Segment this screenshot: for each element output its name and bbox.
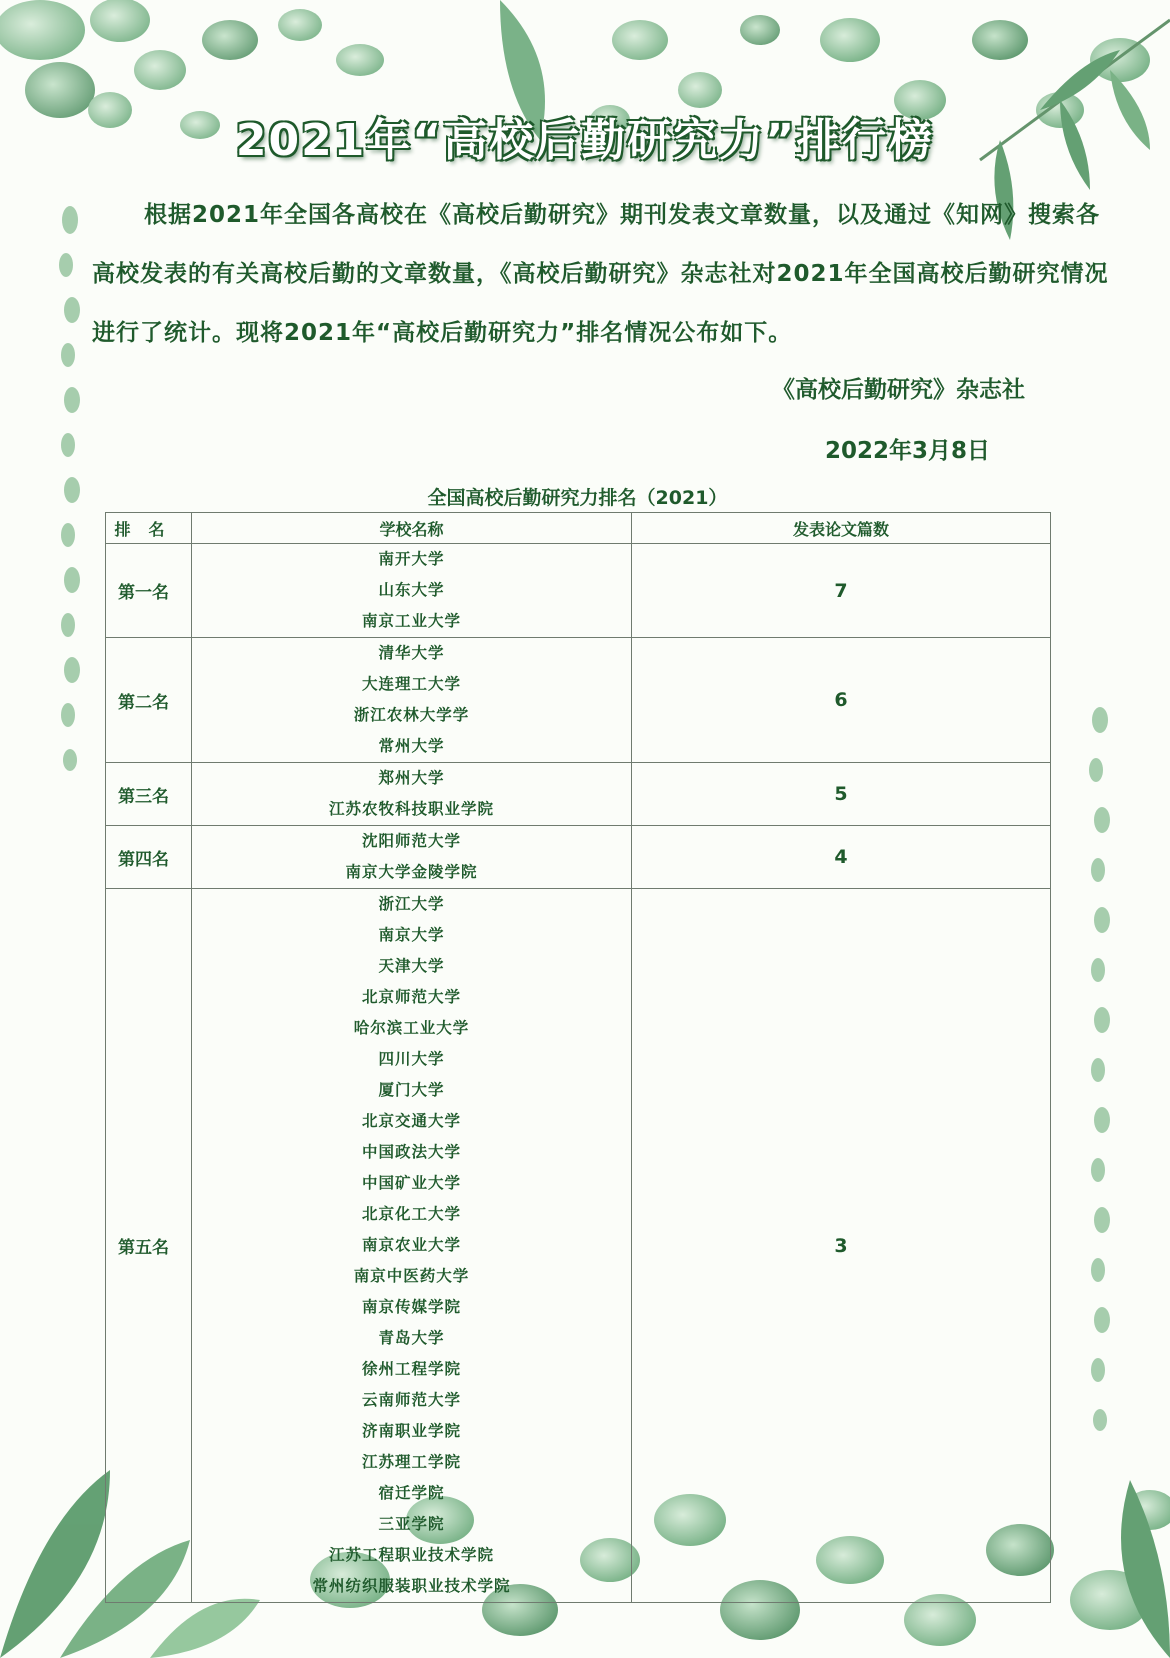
rank-cell: 第二名 <box>106 638 192 763</box>
school-name: 浙江农林大学学 <box>353 706 470 724</box>
school-name: 宿迁学院 <box>378 1484 445 1502</box>
rank-group-row <box>106 544 1051 638</box>
school-name: 南京工业大学 <box>361 612 461 630</box>
school-name: 济南职业学院 <box>361 1422 461 1440</box>
school-name: 清华大学 <box>378 644 445 662</box>
school-name: 常州纺织服装职业技术学院 <box>312 1577 511 1595</box>
school-name: 江苏农牧科技职业学院 <box>328 800 494 818</box>
school-list-cell <box>192 544 632 638</box>
header-rank: 排名 <box>106 513 192 544</box>
school-name: 浙江大学 <box>378 895 445 913</box>
header-school: 学校名称 <box>192 513 632 544</box>
school-name: 北京交通大学 <box>361 1112 461 1130</box>
rank-cell: 第一名 <box>106 544 192 638</box>
school-name: 南京大学 <box>378 926 445 944</box>
publisher-name: 《高校后勤研究》杂志社 <box>772 377 1025 403</box>
header-count: 发表论文篇数 <box>632 513 1051 544</box>
rank-cell: 第五名 <box>106 889 192 1603</box>
school-name: 常州大学 <box>378 737 445 755</box>
school-name: 南开大学 <box>378 550 445 568</box>
school-name: 中国政法大学 <box>361 1143 461 1161</box>
school-name: 青岛大学 <box>378 1329 445 1347</box>
school-name: 中国矿业大学 <box>361 1174 461 1192</box>
school-name: 徐州工程学院 <box>361 1360 461 1378</box>
school-name: 三亚学院 <box>378 1515 445 1533</box>
school-list-cell <box>192 638 632 763</box>
school-name: 北京师范大学 <box>361 988 461 1006</box>
paper-count-cell: 5 <box>632 763 1051 826</box>
table-header-row <box>106 513 1051 544</box>
paper-count-cell: 4 <box>632 826 1051 889</box>
table-body <box>106 544 1051 1603</box>
school-name: 南京中医药大学 <box>353 1267 470 1285</box>
school-list-cell <box>192 826 632 889</box>
school-name: 厦门大学 <box>378 1081 445 1099</box>
paper-count-cell: 6 <box>632 638 1051 763</box>
school-list-cell <box>192 889 632 1603</box>
school-name: 哈尔滨工业大学 <box>353 1019 470 1037</box>
school-name: 沈阳师范大学 <box>361 832 461 850</box>
rank-group-row <box>106 638 1051 763</box>
table-caption: 全国高校后勤研究力排名（2021） <box>427 487 728 509</box>
publish-date: 2022年3月8日 <box>824 438 990 464</box>
ranking-table <box>105 512 1051 1603</box>
rank-cell: 第三名 <box>106 763 192 826</box>
rank-group-row <box>106 826 1051 889</box>
school-name: 南京大学金陵学院 <box>345 863 478 881</box>
school-name: 大连理工大学 <box>361 675 461 693</box>
rank-cell: 第四名 <box>106 826 192 889</box>
page-title: 2021年“高校后勤研究力”排行榜 <box>235 115 935 166</box>
school-name: 北京化工大学 <box>361 1205 461 1223</box>
rank-group-row <box>106 889 1051 1603</box>
school-list-cell <box>192 763 632 826</box>
school-name: 云南师范大学 <box>361 1391 461 1409</box>
school-name: 南京农业大学 <box>361 1236 461 1254</box>
school-name: 江苏理工学院 <box>361 1453 461 1471</box>
rank-group-row <box>106 763 1051 826</box>
school-name: 郑州大学 <box>378 769 445 787</box>
school-name: 山东大学 <box>378 581 445 599</box>
school-name: 四川大学 <box>378 1050 445 1068</box>
intro-paragraph: 根据2021年全国各高校在《高校后勤研究》期刊发表文章数量，以及通过《知网》搜索各高校发表的有关高校后勤的文章数量，《高校后勤研究》杂志社对2021年全国高校后勤研究情况进行了统计。现将2021年“高校后勤研究力”排名情况公布如下。 <box>92 202 1109 346</box>
school-name: 天津大学 <box>378 957 445 975</box>
paper-count-cell: 7 <box>632 544 1051 638</box>
school-name: 南京传媒学院 <box>361 1298 461 1316</box>
paper-count-cell: 3 <box>632 889 1051 1603</box>
school-name: 江苏工程职业技术学院 <box>328 1546 494 1564</box>
